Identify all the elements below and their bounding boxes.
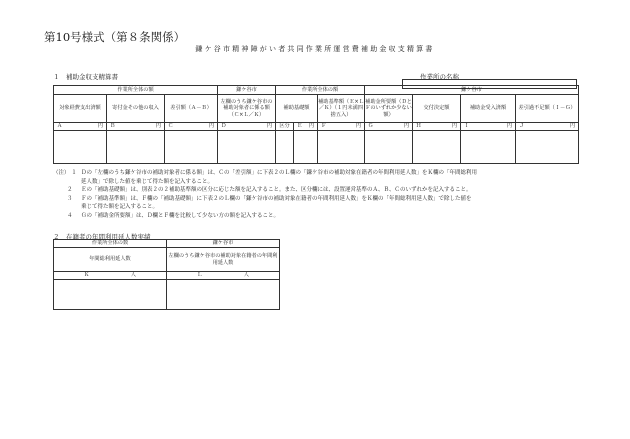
note-2: Ｅの「補助基礎額」は、別表２の２補助基準額の区分に応じた額を記入すること。また、区分欄には、設置運営基準のＡ、Ｂ、Ｃのいずれかを記入すること。 [81, 187, 472, 194]
col-expense: 対象経費支出済額 [54, 95, 107, 123]
note-4-num: ４ [67, 212, 73, 219]
value-e[interactable] [294, 131, 318, 164]
value-a[interactable] [54, 131, 107, 164]
note-3-num: ３ [67, 195, 73, 202]
value-f[interactable] [318, 131, 365, 164]
tag-g: Ｇ 円 [365, 123, 413, 131]
value-h[interactable] [413, 131, 461, 164]
value-d[interactable] [218, 131, 276, 164]
group-facility: 作業所全体の額 [276, 86, 365, 95]
tag-i: Ｉ 円 [461, 123, 516, 131]
col-donation: 寄付金その他の収入 [107, 95, 165, 123]
attendance-city: 鎌ケ谷市 [167, 240, 280, 248]
settlement-table [53, 85, 579, 164]
notes-lead: （注） １ [53, 170, 77, 176]
group-facility-total: 作業所全体の額 [54, 86, 218, 95]
notes [53, 169, 583, 221]
attendance-total-label: 年間総利用延人数 [54, 248, 167, 272]
tag-kubun: 区分 [276, 123, 294, 131]
tag-c: Ｃ 円 [165, 123, 218, 131]
note-2-num: ２ [67, 187, 73, 194]
value-i[interactable] [461, 131, 516, 164]
value-c[interactable] [165, 131, 218, 164]
note-3: Ｆの「補助基準額」は、Ｆ欄の「補助基礎額」に下表２のＬ欄の「鎌ケ谷市の補助対象在籍者の年間利用延人数」をＫ欄の「年間総利用延人数」で除した値を [81, 195, 472, 202]
value-j[interactable] [516, 131, 579, 164]
tag-j: Ｊ 円 [516, 123, 579, 131]
attendance-table [53, 239, 280, 310]
col-base: 補助基礎額 [276, 95, 318, 123]
col-balance: 差引過不足額（Ｉ－Ｇ） [516, 95, 579, 123]
section2-title: ２ 在籍者の年間利用延人数実績 [53, 233, 151, 241]
group-city-2: 鎌ケ谷市 [365, 86, 579, 95]
col-received: 補助金受入済額 [461, 95, 516, 123]
group-city: 鎌ケ谷市 [218, 86, 276, 95]
tag-d: Ｄ 円 [218, 123, 276, 131]
col-request: 補助金所要額（ＤとＦのいずれか少ない額） [365, 95, 413, 123]
value-g[interactable] [365, 131, 413, 164]
tag-f: Ｆ 円 [318, 123, 365, 131]
tag-a: Ａ 円 [54, 123, 107, 131]
value-kubun[interactable] [276, 131, 294, 164]
tag-l: Ｌ 人 [167, 272, 280, 280]
tag-e: Ｅ 円 [294, 123, 318, 131]
attendance-city-label: 左欄のうち鎌ケ谷市の補助対象在籍者の年間利用延人数 [167, 248, 280, 272]
facility-name-label: 作業所の名称 [420, 73, 459, 81]
value-b[interactable] [107, 131, 165, 164]
note-3-cont: 乗じて得た額を記入すること。 [81, 204, 159, 211]
attendance-facility-total: 作業所全体の数 [54, 240, 167, 248]
tag-b: Ｂ 円 [107, 123, 165, 131]
document-title: 鎌ケ谷市精神障がい者共同作業所運営費補助金収支精算書 [195, 45, 435, 53]
form-number: 第10号様式（第８条関係） [44, 30, 186, 44]
tag-h: Ｈ 円 [413, 123, 461, 131]
col-standard: 補助基準額（Ｅ×Ｌ／Ｋ）（１円未満四捨五入） [318, 95, 365, 123]
tag-k: Ｋ 人 [54, 272, 167, 280]
value-k[interactable] [54, 280, 167, 310]
note-4: Ｇの「補助金所要額」は、Ｄ欄とＦ欄を比較して少ない方の額を記入すること。 [81, 212, 280, 219]
note-1: Ｄの「左欄のうち鎌ケ谷市の補助対象者に係る額」は、Ｃの「差引額」に下表２のＬ欄の「鎌ケ谷市の補助対象在籍者の年間利用延人数」をＫ欄の「年間総利用 [81, 170, 478, 176]
col-grant: 交付決定額 [413, 95, 461, 123]
value-l[interactable] [167, 280, 280, 310]
section1-title: １ 補助金収支精算書 [53, 73, 118, 81]
note-1-cont: 延人数」で除した値を乗じて得た額を記入すること。 [81, 178, 214, 185]
col-city-target: 左欄のうち鎌ケ谷市の補助対象者に係る額（Ｃ×Ｌ／Ｋ） [218, 95, 276, 123]
col-diff: 差引額（Ａ－Ｂ） [165, 95, 218, 123]
